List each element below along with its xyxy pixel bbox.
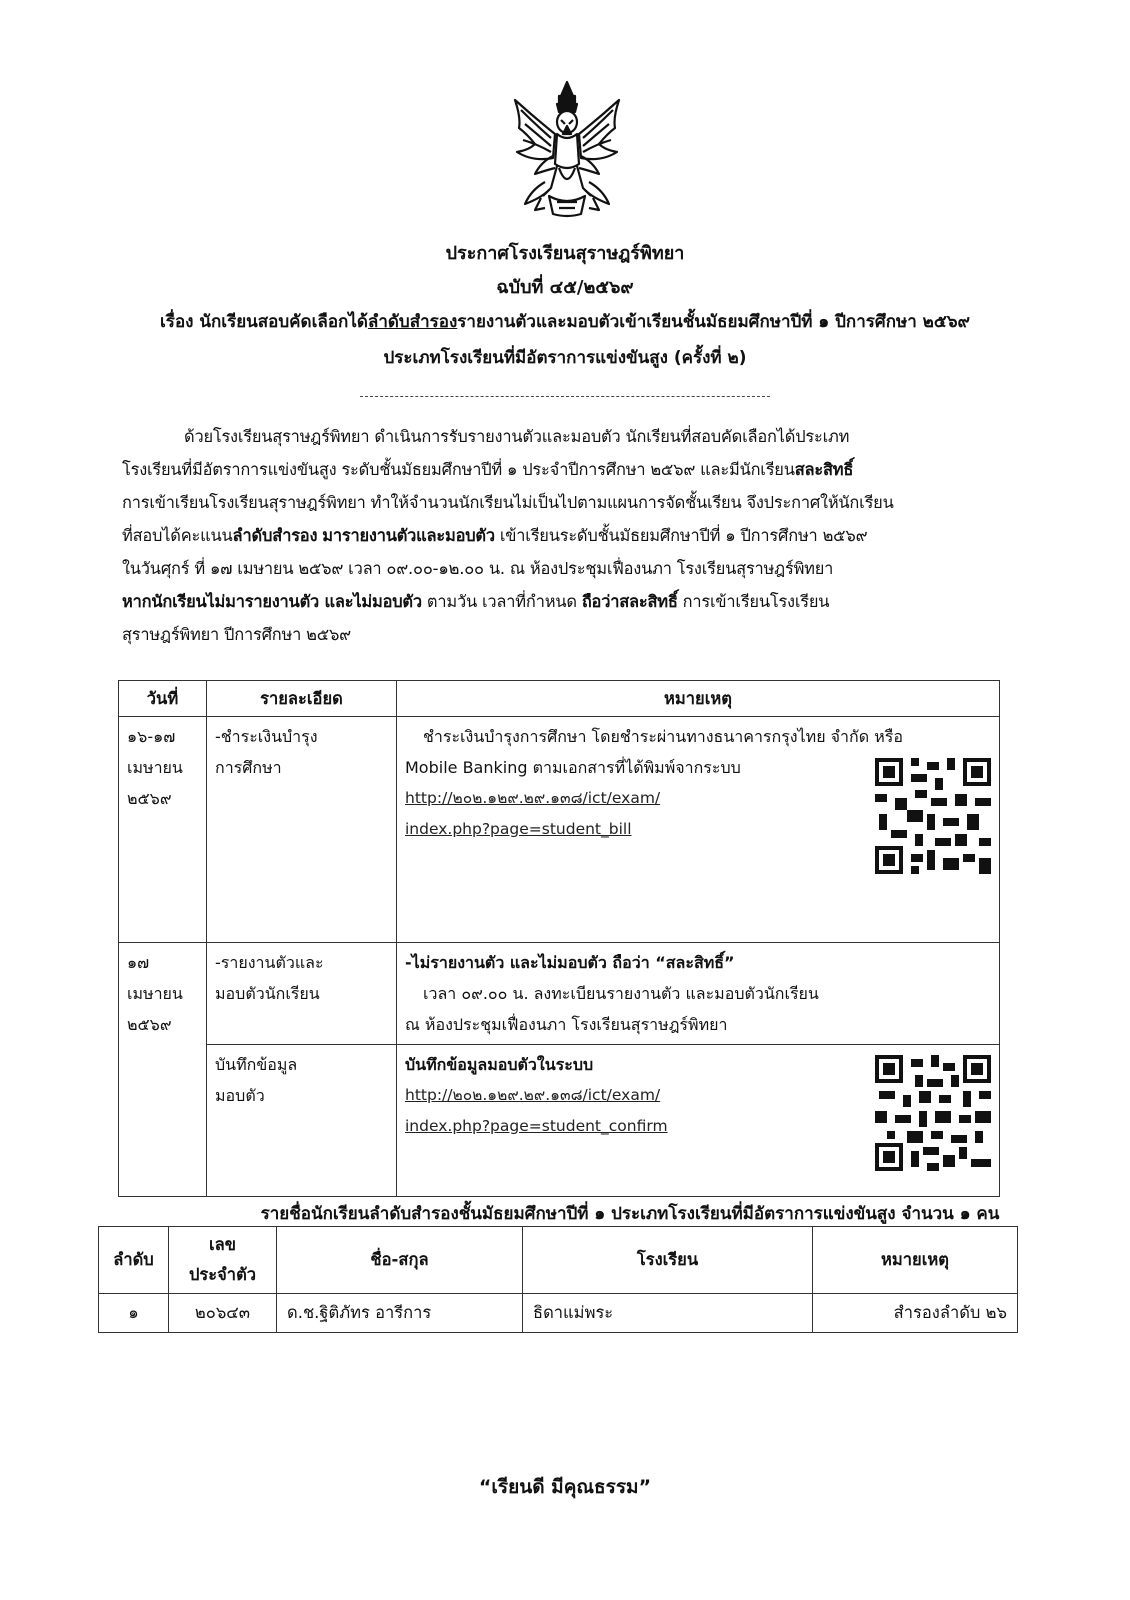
note-text: Mobile Banking ตามเอกสารที่ได้พิมพ์จากระบบ bbox=[405, 758, 741, 777]
body-emphasis: นักเรียนไม่มารายงานตัว และไม่มอบตัว bbox=[151, 592, 422, 611]
body-line bbox=[122, 453, 1012, 486]
body-line bbox=[122, 585, 1012, 618]
garuda-emblem-icon bbox=[505, 78, 629, 220]
body-line: การเข้าเรียนโรงเรียนสุราษฎร์พิทยา ทำให้จำนวนนักเรียนไม่เป็นไปตามแผนการจัดชั้นเรียน จึงประกาศให้นักเรียน bbox=[122, 493, 894, 512]
school-motto: “เรียนดี มีคุณธรรม” bbox=[478, 1476, 652, 1498]
body-emphasis: ถือว่าสละสิทธิ์ bbox=[581, 592, 678, 611]
date-text: ๑๖-๑๗ bbox=[127, 727, 176, 746]
detail-text: บันทึกข้อมูล bbox=[215, 1055, 298, 1074]
date-cell bbox=[119, 943, 207, 1197]
cell-remark: สำรองลำดับ ๒๖ bbox=[813, 1294, 1018, 1333]
body-line: ด้วยโรงเรียนสุราษฎร์พิทยา ดำเนินการรับรายงานตัวและมอบตัว นักเรียนที่สอบคัดเลือกได้ประเภท bbox=[184, 427, 850, 446]
note-bold-text: -ไม่รายงานตัว และไม่มอบตัว ถือว่า “สละสิทธิ์” bbox=[405, 953, 735, 972]
column-header: หมายเหตุ bbox=[397, 681, 1000, 717]
cell-name: ด.ช.ฐิติภัทร อารีการ bbox=[277, 1294, 523, 1333]
date-text: เมษายน bbox=[127, 984, 183, 1003]
divider bbox=[360, 396, 770, 397]
column-header: หมายเหตุ bbox=[813, 1227, 1018, 1294]
column-header bbox=[169, 1227, 277, 1294]
announcement-subject bbox=[0, 308, 1130, 335]
body-text: ที่สอบได้คะแนน bbox=[122, 526, 233, 545]
body-line bbox=[122, 519, 1012, 552]
qr-code-icon[interactable] bbox=[875, 758, 991, 874]
body-text: การเข้าเรียนโรงเรียน bbox=[677, 592, 830, 611]
bill-link[interactable]: index.php?page=student_bill bbox=[405, 820, 632, 838]
cell-school: ธิดาแม่พระ bbox=[523, 1294, 813, 1333]
cell-no: ๑ bbox=[99, 1294, 169, 1333]
column-header: รายละเอียด bbox=[207, 681, 397, 717]
date-cell bbox=[119, 717, 207, 943]
subject-suffix: รายงานตัวและมอบตัวเข้าเรียนชั้นมัธยมศึกษาปีที่ ๑ ปีการศึกษา ๒๕๖๙ bbox=[457, 312, 970, 332]
column-header: ลำดับ bbox=[99, 1227, 169, 1294]
detail-cell bbox=[207, 717, 397, 943]
qr-code-icon[interactable] bbox=[875, 1055, 991, 1171]
table-header-row bbox=[99, 1227, 1018, 1294]
table-row bbox=[119, 1045, 1000, 1197]
column-header: โรงเรียน bbox=[523, 1227, 813, 1294]
announcement-subject-line2: ประเภทโรงเรียนที่มีอัตราการแข่งขันสูง (ครั้งที่ ๒) bbox=[383, 348, 747, 368]
announcement-title: ประกาศโรงเรียนสุราษฎร์พิทยา bbox=[445, 243, 685, 264]
note-text: เวลา ๐๙.๐๐ น. ลงทะเบียนรายงานตัว และมอบตัวนักเรียน bbox=[423, 984, 819, 1003]
student-list-title: รายชื่อนักเรียนลำดับสำรองชั้นมัธยมศึกษาปีที่ ๑ ประเภทโรงเรียนที่มีอัตราการแข่งขันสูง จำนวน ๑ คน bbox=[260, 1204, 1000, 1224]
detail-text: -ชำระเงินบำรุง bbox=[215, 727, 318, 746]
note-text: ณ ห้องประชุมเฟื่องนภา โรงเรียนสุราษฎร์พิทยา bbox=[405, 1015, 728, 1034]
detail-cell bbox=[207, 943, 397, 1045]
body-line: ในวันศุกร์ ที่ ๑๗ เมษายน ๒๕๖๙ เวลา ๐๙.๐๐-๑๒.๐๐ น. ณ ห้องประชุมเฟื่องนภา โรงเรียนสุราษฎร์พิทยา bbox=[122, 559, 834, 578]
detail-text: -รายงานตัวและ bbox=[215, 953, 324, 972]
body-emphasis: มารายงานตัวและมอบตัว bbox=[322, 526, 495, 545]
header-text: ประจำตัว bbox=[188, 1265, 257, 1284]
table-row bbox=[119, 717, 1000, 943]
note-bold-text: บันทึกข้อมูลมอบตัวในระบบ bbox=[405, 1055, 594, 1074]
student-list-table bbox=[98, 1226, 1018, 1333]
body-paragraph bbox=[122, 420, 1012, 651]
detail-text: การศึกษา bbox=[215, 758, 282, 777]
body-emphasis: ลำดับสำรอง bbox=[232, 526, 318, 545]
subject-prefix: เรื่อง นักเรียนสอบคัดเลือกได้ bbox=[160, 312, 368, 332]
note-text: ชำระเงินบำรุงการศึกษา โดยชำระผ่านทางธนาคารกรุงไทย จำกัด หรือ bbox=[423, 727, 903, 746]
note-cell bbox=[397, 943, 1000, 1045]
date-text: ๒๕๖๙ bbox=[127, 789, 172, 808]
column-header: ชื่อ-สกุล bbox=[277, 1227, 523, 1294]
note-cell bbox=[397, 1045, 1000, 1197]
table-row bbox=[99, 1294, 1018, 1333]
confirm-link[interactable]: index.php?page=student_confirm bbox=[405, 1117, 668, 1135]
body-emphasis: สละสิทธิ์ bbox=[794, 460, 854, 479]
table-row bbox=[119, 943, 1000, 1045]
body-line: สุราษฎร์พิทยา ปีการศึกษา ๒๕๖๙ bbox=[122, 625, 351, 644]
date-text: เมษายน bbox=[127, 758, 183, 777]
note-cell bbox=[397, 717, 1000, 943]
body-text: เข้าเรียนระดับชั้นมัธยมศึกษาปีที่ ๑ ปีการศึกษา ๒๕๖๙ bbox=[494, 526, 868, 545]
subject-underlined: ลำดับสำรอง bbox=[367, 312, 458, 332]
detail-text: มอบตัว bbox=[215, 1086, 265, 1105]
table-header-row bbox=[119, 681, 1000, 717]
column-header: วันที่ bbox=[119, 681, 207, 717]
schedule-table bbox=[118, 680, 1000, 1197]
detail-text: มอบตัวนักเรียน bbox=[215, 984, 320, 1003]
bill-link[interactable]: http://๒๐๒.๑๒๙.๒๙.๑๓๘/ict/exam/ bbox=[405, 789, 661, 807]
detail-cell bbox=[207, 1045, 397, 1197]
body-text: โรงเรียนที่มีอัตราการแข่งขันสูง ระดับชั้นมัธยมศึกษาปีที่ ๑ ประจำปีการศึกษา ๒๕๖๙ และมีนักเรียน bbox=[122, 460, 795, 479]
body-text: ตามวัน เวลาที่กำหนด bbox=[421, 592, 582, 611]
date-text: ๒๕๖๙ bbox=[127, 1015, 172, 1034]
date-text: ๑๗ bbox=[127, 953, 150, 972]
body-emphasis: หาก bbox=[122, 592, 152, 611]
header-text: เลข bbox=[208, 1235, 237, 1254]
announcement-number: ฉบับที่ ๔๕/๒๕๖๙ bbox=[496, 277, 634, 298]
confirm-link[interactable]: http://๒๐๒.๑๒๙.๒๙.๑๓๘/ict/exam/ bbox=[405, 1086, 661, 1104]
cell-id: ๒๐๖๔๓ bbox=[169, 1294, 277, 1333]
